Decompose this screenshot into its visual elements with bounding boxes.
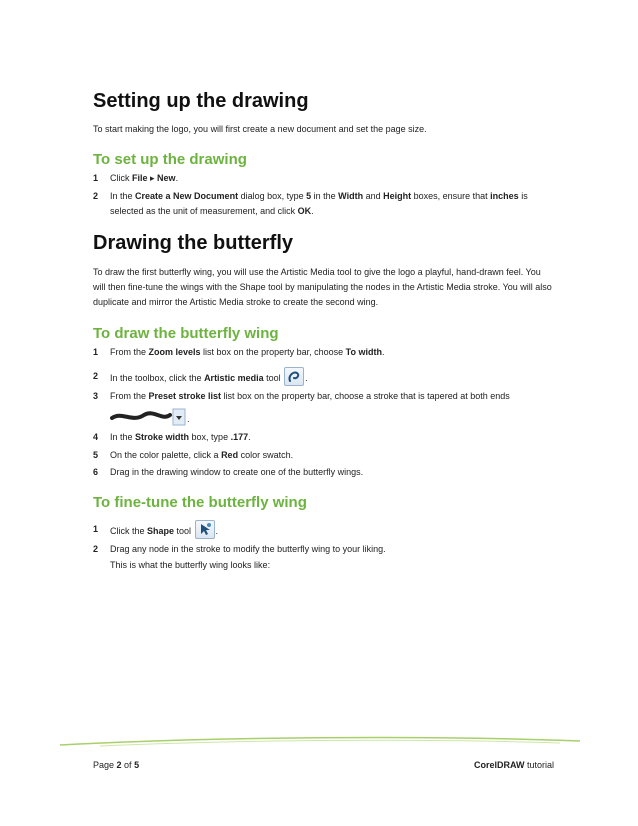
step-emphasis: File [132, 173, 148, 183]
step-run: ▸ [147, 173, 158, 183]
page-word: Page [93, 760, 117, 770]
step-number: 5 [93, 450, 99, 460]
section-title-butterfly: Drawing the butterfly [93, 232, 294, 254]
step-run: tool [174, 525, 194, 536]
step-run: Click [110, 173, 132, 183]
step-run: Drag any node in the stroke to modify the butterfly wing to your liking. [110, 544, 386, 554]
step-emphasis: Preset stroke list [148, 391, 222, 401]
step-emphasis: OK [297, 206, 312, 216]
footer-swoosh [60, 733, 580, 749]
step-run: dialog box, type [238, 191, 307, 201]
step-run: list box on the property bar, choose [200, 347, 346, 357]
step-run: list box on the property bar, choose a stroke that is tapered at both ends [221, 391, 510, 401]
heading-draw-wing: To draw the butterfly wing [93, 325, 279, 342]
step-emphasis: Height [383, 191, 412, 201]
step-run: Click the [110, 525, 148, 536]
step-text [110, 542, 553, 557]
page-number: 2 [116, 760, 122, 770]
doc-type: tutorial [524, 760, 554, 770]
step-run: On the color palette, click a [110, 450, 222, 460]
step-run: tool [263, 372, 284, 383]
step-run: is selected as the unit of measurement, and click [110, 191, 528, 216]
step-text [110, 171, 553, 186]
tapered-stroke-icon [110, 407, 186, 427]
footer-page-info [93, 760, 139, 770]
step-text [110, 430, 553, 445]
step-emphasis: Zoom levels [148, 347, 201, 357]
step-run: in the [311, 191, 339, 201]
step-run: box, type [189, 432, 231, 442]
step-emphasis: Stroke width [135, 432, 190, 442]
step-text [110, 389, 553, 404]
product-name: CorelDRAW [473, 760, 525, 770]
step-emphasis: New [157, 173, 176, 183]
step-run: Drag in the drawing window to create one of the butterfly wings. [110, 467, 364, 477]
step-run: . [248, 432, 251, 442]
shape-tool-icon [195, 520, 215, 539]
step-number: 2 [93, 544, 99, 554]
section-title-setup: Setting up the drawing [93, 90, 309, 112]
step-run: color swatch. [238, 450, 294, 460]
step-run: . [311, 206, 314, 216]
step-emphasis: inches [490, 191, 519, 201]
setup-intro: To start making the logo, you will first create a new document and set the page size. [93, 124, 427, 134]
step-number: 1 [93, 524, 99, 534]
stroke-period: . [187, 414, 190, 424]
step-run: . [381, 347, 385, 357]
step-text [110, 522, 553, 541]
step-text [110, 369, 553, 388]
artistic-media-tool-icon [284, 367, 304, 386]
butterfly-intro: To draw the first butterfly wing, you will use the Artistic Media tool to give the logo a playful, hand-drawn feel. You will then fine-tune the wings with the Shape tool by manipulating the nodes in the Artistic Media stroke. You will also duplicate and mirror the Artistic Media stroke to create the second wing. [93, 267, 552, 307]
step-emphasis: Artistic media [204, 372, 264, 383]
step-run: . [215, 525, 219, 536]
step-text [110, 448, 553, 463]
step-run: . [175, 173, 179, 183]
step-run: In the [110, 432, 136, 442]
step-emphasis: Shape [147, 525, 175, 536]
step-run: From the [110, 347, 149, 357]
step-run: and [363, 191, 384, 201]
footer-product [474, 760, 554, 770]
step-text [110, 345, 553, 360]
step-number: 4 [93, 432, 99, 442]
page-total: 5 [134, 760, 140, 770]
step-emphasis: Width [338, 191, 364, 201]
step-emphasis: .177 [230, 432, 249, 442]
step-run: From the [110, 391, 149, 401]
step-emphasis: Create a New Document [135, 191, 239, 201]
heading-set-up-drawing: To set up the drawing [93, 151, 247, 168]
step-run: . [305, 372, 308, 383]
step-run: boxes, ensure that [411, 191, 491, 201]
of-word: of [121, 760, 135, 770]
step-number: 6 [93, 467, 99, 477]
preset-stroke-list-image [110, 407, 186, 427]
heading-fine-tune-wing: To fine-tune the butterfly wing [93, 494, 307, 511]
step-number: 3 [93, 391, 99, 401]
wing-looks-note: This is what the butterfly wing looks like: [110, 560, 271, 570]
step-text [110, 189, 553, 219]
step-run: In the [110, 191, 136, 201]
step-text [110, 465, 553, 480]
step-emphasis: 5 [306, 191, 312, 201]
step-number: 2 [93, 191, 99, 201]
step-number: 1 [93, 347, 99, 357]
step-emphasis: Red [221, 450, 239, 460]
step-run: In the toolbox, click the [110, 372, 205, 383]
step-number: 2 [93, 371, 99, 381]
step-emphasis: To width [345, 347, 382, 357]
step-number: 1 [93, 173, 99, 183]
